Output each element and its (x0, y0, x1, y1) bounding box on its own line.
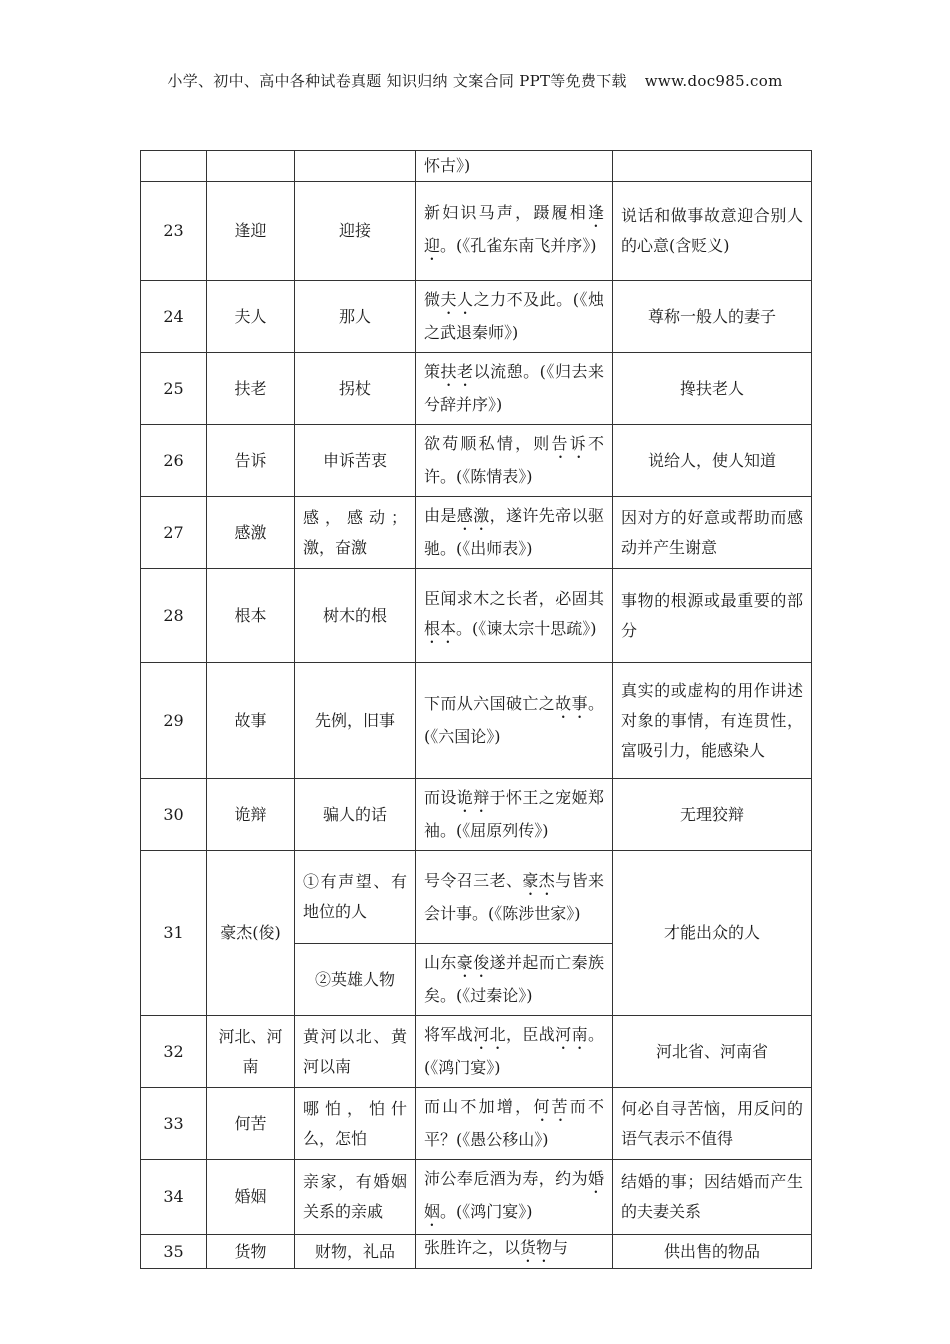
ancient-meaning: 财物，礼品 (295, 1235, 416, 1269)
word: 何苦 (207, 1088, 295, 1160)
example-sentence (416, 944, 613, 1016)
table-row (141, 1088, 812, 1160)
ancient-meaning: 先例，旧事 (295, 663, 416, 779)
example-text: 欲苟顺私情，则 (424, 434, 552, 453)
example-sentence (416, 353, 613, 425)
example-text: 号令召三老、 (424, 870, 523, 890)
word: 扶老 (207, 353, 295, 425)
emphasized-word: 婚姻 (424, 1169, 604, 1221)
example-source: 。(《六国论》) (424, 694, 604, 746)
row-number: 23 (141, 182, 207, 281)
example-source: 于怀王之宠姬郑袖。(《屈原列传》) (424, 788, 604, 840)
modern-meaning: 事物的根源或最重要的部分 (613, 569, 812, 663)
ancient-meaning (295, 151, 416, 182)
emphasized-word: 何苦 (533, 1097, 570, 1116)
example-source: 。(《鸿门宴》) (424, 1025, 604, 1077)
example-text: 沛公奉卮酒为寿，约为 (424, 1169, 588, 1188)
emphasized-word: 根本 (424, 619, 457, 638)
table-row (141, 353, 812, 425)
table-row (141, 1016, 812, 1088)
row-number: 32 (141, 1016, 207, 1088)
example-sentence (416, 1160, 613, 1235)
example-source: 。(《孔雀东南飞并序》) (440, 236, 597, 255)
example-sentence (416, 663, 613, 779)
modern-meaning: 结婚的事；因结婚而产生的夫妻关系 (613, 1160, 812, 1235)
ancient-meaning: 亲家，有婚姻关系的亲戚 (295, 1160, 416, 1235)
row-number: 24 (141, 281, 207, 353)
example-text: 臣闻求木之长者，必固其 (424, 589, 604, 608)
emphasized-word: 河北 (473, 1025, 506, 1044)
header-text: 小学、初中、高中各种试卷真题 知识归纳 文案合同 PPT等免费下载 (167, 72, 627, 90)
table-row (141, 425, 812, 497)
example-text: 新妇识马声，蹑履相 (424, 203, 588, 222)
word: 逢迎 (207, 182, 295, 281)
modern-meaning (613, 151, 812, 182)
table-row (141, 1160, 812, 1235)
row-number (141, 151, 207, 182)
word: 豪杰(俊) (207, 851, 295, 1016)
ancient-meaning: 感，感动；激，奋激 (295, 497, 416, 569)
ancient-meaning: 黄河以北、黄河以南 (295, 1016, 416, 1088)
table-row (141, 182, 812, 281)
modern-meaning: 无理狡辩 (613, 779, 812, 851)
table-row (141, 1235, 812, 1269)
example-sentence (416, 1016, 613, 1088)
example-text: 山东 (424, 953, 457, 972)
word: 告诉 (207, 425, 295, 497)
example-text: 怀古》) (424, 156, 471, 175)
word: 夫人 (207, 281, 295, 353)
table-row (141, 779, 812, 851)
example-text: 微 (424, 290, 441, 309)
word (207, 151, 295, 182)
modern-meaning: 何必自寻苦恼，用反问的语气表示不值得 (613, 1088, 812, 1160)
ancient-meaning: 拐杖 (295, 353, 416, 425)
example-text: 而设 (424, 788, 457, 807)
example-source: 。(《谏太宗十思疏》) (456, 619, 597, 638)
table-row (141, 569, 812, 663)
page-header (0, 70, 950, 91)
emphasized-word: 故事 (555, 694, 588, 713)
word: 故事 (207, 663, 295, 779)
example-text: 由是 (424, 506, 457, 525)
modern-meaning: 说给人，使人知道 (613, 425, 812, 497)
example-source: 以流憩。(《归去来兮辞并序》) (424, 362, 604, 414)
row-number: 33 (141, 1088, 207, 1160)
row-number: 31 (141, 851, 207, 1016)
table-row (141, 851, 812, 944)
ancient-meaning: 哪怕，怕什么，怎怕 (295, 1088, 416, 1160)
row-number: 30 (141, 779, 207, 851)
emphasized-word: 诡辩 (456, 788, 490, 807)
example-text: 而山不加增， (424, 1097, 534, 1116)
example-sentence (416, 151, 613, 182)
example-sentence (416, 182, 613, 281)
ancient-meaning: 树木的根 (295, 569, 416, 663)
row-number: 35 (141, 1235, 207, 1269)
example-source: 而不平？(《愚公移山》) (424, 1097, 604, 1149)
example-text: 张胜许之，以 (424, 1238, 521, 1257)
emphasized-word: 告诉 (551, 434, 588, 453)
example-source: ，遂许先帝以驱驰。(《出师表》) (424, 506, 604, 558)
header-url: www.doc985.com (644, 72, 783, 90)
emphasized-word: 豪杰 (522, 870, 556, 890)
row-number: 25 (141, 353, 207, 425)
table-row (141, 151, 812, 182)
word: 婚姻 (207, 1160, 295, 1235)
example-text: ，臣战 (505, 1025, 556, 1044)
emphasized-word: 感激 (456, 506, 490, 525)
example-source: 遂并起而亡秦族矣。(《过秦论》) (424, 953, 604, 1005)
ancient-meaning: 迎接 (295, 182, 416, 281)
example-sentence (416, 1235, 613, 1269)
row-number: 28 (141, 569, 207, 663)
modern-meaning: 尊称一般人的妻子 (613, 281, 812, 353)
row-number: 27 (141, 497, 207, 569)
ancient-meaning: ①有声望、有地位的人 (295, 851, 416, 944)
emphasized-word: 扶老 (440, 362, 474, 381)
emphasized-word: 夫人 (440, 290, 474, 309)
example-sentence (416, 779, 613, 851)
word: 感激 (207, 497, 295, 569)
modern-meaning: 说话和做事故意迎合别人的心意(含贬义) (613, 182, 812, 281)
example-source: 与皆来会计事。(《陈涉世家》) (424, 870, 604, 923)
example-source: 不许。(《陈情表》) (424, 434, 604, 486)
emphasized-word: 豪俊 (456, 953, 490, 972)
example-sentence (416, 281, 613, 353)
modern-meaning: 才能出众的人 (613, 851, 812, 1016)
modern-meaning: 真实的或虚构的用作讲述对象的事情，有连贯性，富吸引力，能感染人 (613, 663, 812, 779)
example-source: 。(《鸿门宴》) (440, 1202, 533, 1221)
emphasized-word: 逢迎 (424, 203, 604, 255)
ancient-meaning: 那人 (295, 281, 416, 353)
example-source: 与 (552, 1238, 569, 1257)
table-row (141, 663, 812, 779)
example-sentence (416, 851, 613, 944)
example-sentence (416, 425, 613, 497)
row-number: 29 (141, 663, 207, 779)
ancient-meaning: ②英雄人物 (295, 944, 416, 1016)
ancient-meaning: 骗人的话 (295, 779, 416, 851)
example-sentence (416, 1088, 613, 1160)
modern-meaning: 因对方的好意或帮助而感动并产生谢意 (613, 497, 812, 569)
emphasized-word: 河南 (555, 1025, 588, 1044)
ancient-meaning: 申诉苦衷 (295, 425, 416, 497)
example-sentence (416, 497, 613, 569)
word: 根本 (207, 569, 295, 663)
example-text: 下而从六国破亡之 (424, 694, 556, 713)
vocabulary-table (140, 150, 812, 1269)
row-number: 26 (141, 425, 207, 497)
modern-meaning: 供出售的物品 (613, 1235, 812, 1269)
modern-meaning: 河北省、河南省 (613, 1016, 812, 1088)
word: 河北、河南 (207, 1016, 295, 1088)
example-text: 将军战 (424, 1025, 474, 1044)
emphasized-word: 货物 (520, 1238, 553, 1257)
modern-meaning: 搀扶老人 (613, 353, 812, 425)
example-sentence (416, 569, 613, 663)
word: 货物 (207, 1235, 295, 1269)
word: 诡辩 (207, 779, 295, 851)
row-number: 34 (141, 1160, 207, 1235)
example-source: 之力不及此。(《烛之武退秦师》) (424, 290, 604, 342)
table-row (141, 281, 812, 353)
example-text: 策 (424, 362, 441, 381)
table-row (141, 497, 812, 569)
